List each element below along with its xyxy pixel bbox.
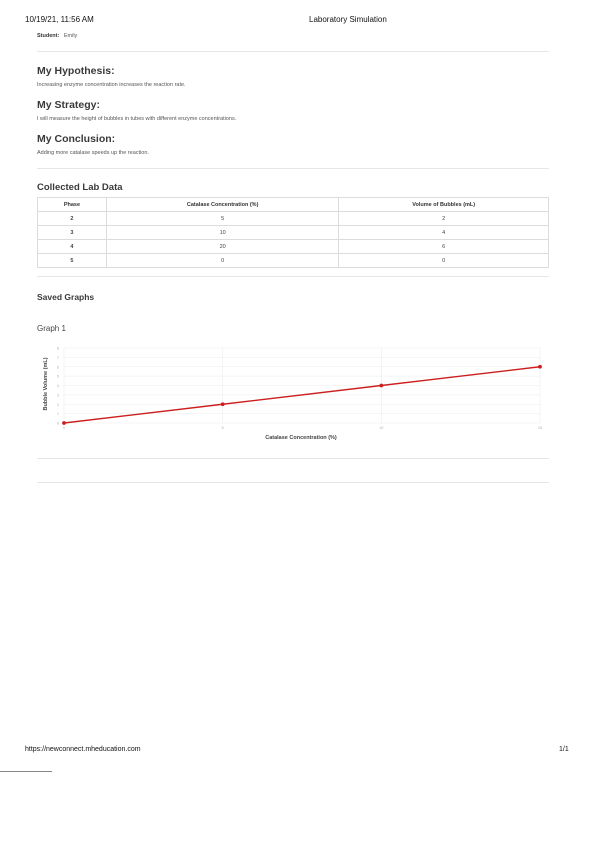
y-tick-label: 2	[57, 402, 59, 407]
data-point	[538, 365, 542, 369]
student-name: Emily	[63, 33, 78, 39]
lab-data-heading: Collected Lab Data	[37, 182, 123, 193]
print-datetime: 10/19/21, 11:56 AM	[25, 15, 94, 24]
print-page-number: 1/1	[559, 746, 569, 753]
cell-concentration: 20	[106, 240, 339, 254]
print-page-title: Laboratory Simulation	[309, 15, 387, 24]
y-tick-label: 1	[57, 412, 59, 417]
data-point	[221, 402, 225, 406]
divider	[37, 482, 549, 483]
cell-volume: 4	[339, 226, 549, 240]
cell-phase: 5	[38, 254, 107, 268]
y-tick-label: 4	[57, 384, 59, 388]
divider	[37, 51, 549, 52]
chart-axes	[57, 347, 542, 431]
cell-phase: 3	[38, 226, 107, 240]
column-header-catalase-concentration: Catalase Concentration (%)	[106, 198, 339, 212]
saved-graphs-heading: Saved Graphs	[37, 292, 95, 302]
x-tick-label: 5	[221, 426, 224, 430]
cell-phase: 2	[38, 212, 107, 226]
divider	[37, 168, 549, 169]
column-header-phase: Phase	[38, 198, 107, 212]
data-point	[62, 421, 66, 425]
student-label: Student:	[37, 33, 60, 39]
graph-title: Graph 1	[37, 324, 66, 333]
cell-concentration: 0	[106, 254, 339, 268]
table-row	[38, 226, 549, 240]
footer-rule	[0, 771, 52, 772]
lab-data-table	[37, 197, 549, 268]
y-tick-label: 6	[57, 365, 59, 370]
hypothesis-heading: My Hypothesis:	[37, 65, 115, 77]
data-point	[379, 384, 383, 388]
y-tick-label: 7	[57, 355, 59, 360]
cell-phase: 4	[38, 240, 107, 254]
x-tick-label: 0	[63, 426, 65, 430]
conclusion-heading: My Conclusion:	[37, 133, 116, 145]
divider	[37, 458, 549, 459]
y-tick-label: 5	[57, 374, 59, 379]
divider	[37, 276, 549, 277]
cell-concentration: 10	[106, 226, 339, 240]
y-tick-label: 3	[57, 393, 59, 398]
hypothesis-text: Increasing enzyme concentration increases the reaction rate.	[37, 82, 186, 88]
strategy-heading: My Strategy:	[37, 99, 101, 111]
cell-volume: 6	[339, 240, 549, 254]
y-tick-label: 0	[57, 421, 59, 426]
table-row	[38, 254, 549, 268]
student-line	[37, 33, 77, 39]
column-header-bubble-volume: Volume of Bubbles (mL)	[339, 198, 549, 212]
table-row	[38, 240, 549, 254]
table-row	[38, 212, 549, 226]
cell-concentration: 5	[106, 212, 339, 226]
y-tick-label: 8	[57, 346, 59, 351]
cell-volume: 2	[339, 212, 549, 226]
x-tick-label: 15	[538, 426, 542, 430]
x-tick-label: 10	[379, 426, 384, 430]
line-chart	[37, 342, 549, 446]
strategy-text: I will measure the height of bubbles in tubes with different enzyme concentrations.	[37, 116, 237, 122]
y-axis-title: Bubble Volume (mL)	[43, 357, 49, 411]
table-header-row	[38, 198, 549, 212]
chart-grid	[64, 348, 540, 423]
conclusion-text: Adding more catalase speeds up the reaction.	[37, 150, 149, 156]
x-axis-title: Catalase Concentration (%)	[265, 435, 337, 441]
print-footer-url: https://newconnect.mheducation.com	[25, 746, 141, 753]
cell-volume: 0	[339, 254, 549, 268]
